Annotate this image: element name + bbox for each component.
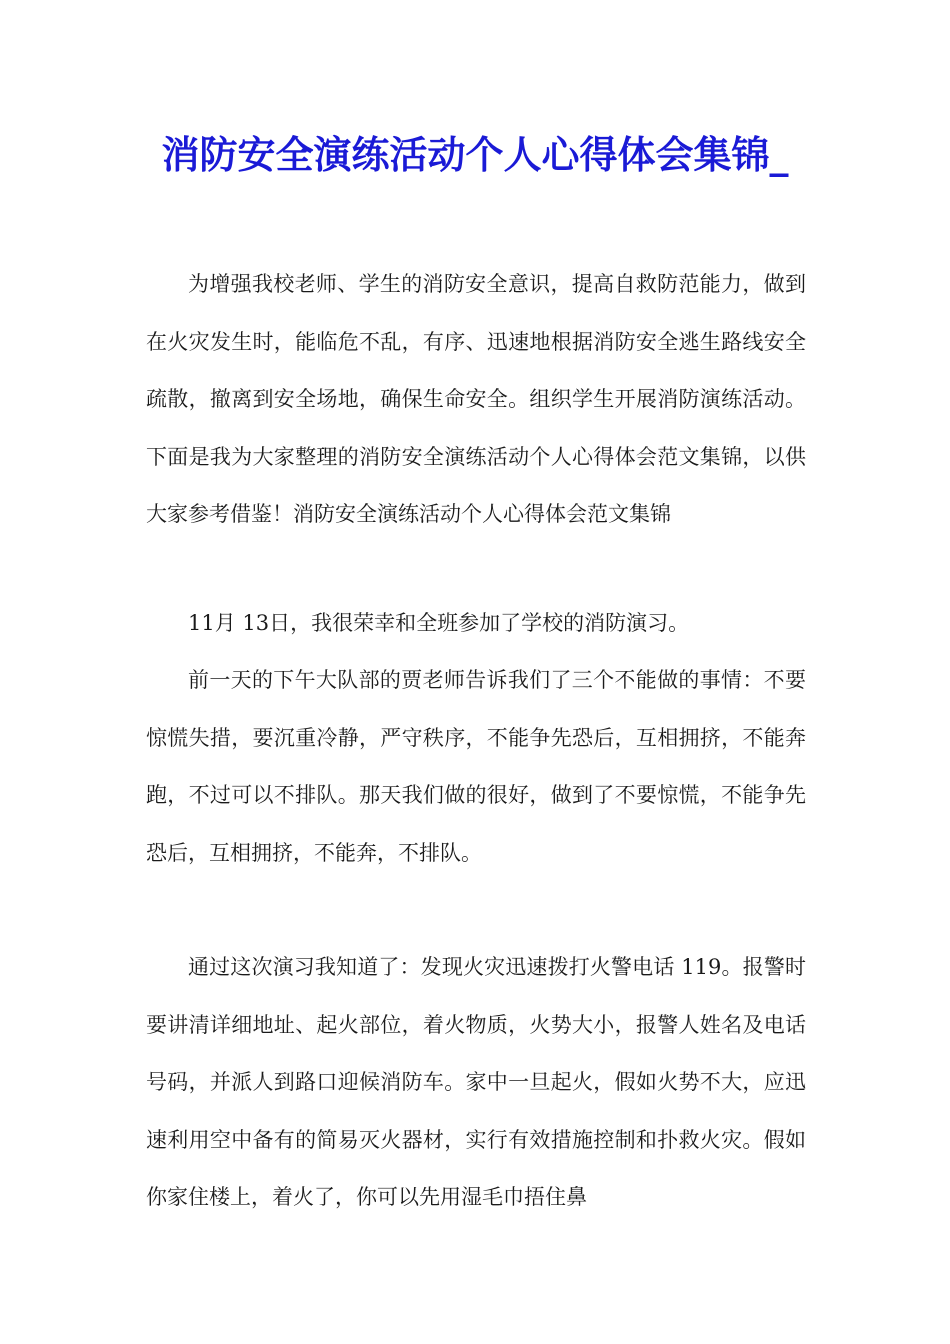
paragraph-lessons: 通过这次演习我知道了：发现火灾迅速拨打火警电话 119。报警时要讲清详细地址、起火部位，着火物质，火势大小，报警人姓名及电话号码，并派人到路口迎候消防车。家中一旦起火，假如火势不大，应迅速利用空中备有的简易灭火器材，实行有效措施控制和扑救火灾。假如你家住楼上，着火了，你可以先用湿毛巾捂住鼻 bbox=[146, 955, 806, 1209]
paragraph-intro: 为增强我校老师、学生的消防安全意识，提高自救防范能力，做到在火灾发生时，能临危不乱，有序、迅速地根据消防安全逃生路线安全疏散，撤离到安全场地，确保生命安全。组织学生开展消防演练活动。下面是我为大家整理的消防安全演练活动个人心得体会范文集锦，以供大家参考借鉴！消防安全演练活动个人心得体会范文集锦 bbox=[146, 272, 806, 526]
paragraph-rules: 前一天的下午大队部的贾老师告诉我们了三个不能做的事情：不要惊慌失措，要沉重冷静，严守秩序，不能争先恐后，互相拥挤，不能奔跑，不过可以不排队。那天我们做的很好，做到了不要惊慌，不能争先恐后，互相拥挤，不能奔，不排队。 bbox=[146, 668, 806, 865]
paragraph-date: 11月 13日，我很荣幸和全班参加了学校的消防演习。 bbox=[188, 611, 690, 635]
document-title: 消防安全演练活动个人心得体会集锦_ bbox=[161, 132, 789, 177]
